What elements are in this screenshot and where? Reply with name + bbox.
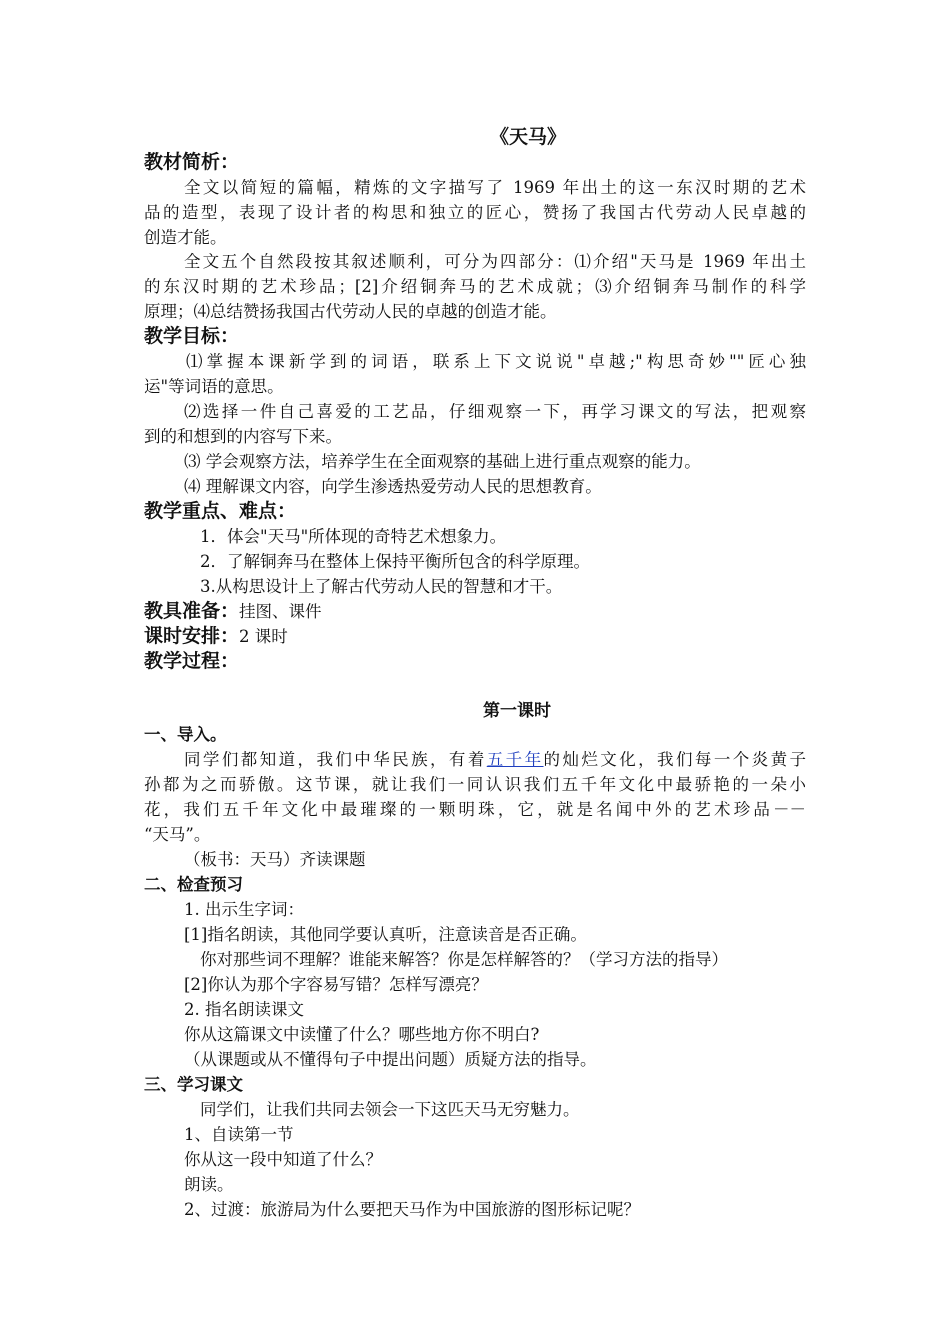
study-line: 你从这一段中知道了什么？ [184, 1150, 382, 1169]
goal-line: ⑵选择一件自己喜爱的工艺品，仔细观察一下，再学习课文的写法，把观察 [184, 402, 806, 421]
teaching-aids-label: 教具准备： [144, 600, 240, 622]
study-line: 2、过渡：旅游局为什么要把天马作为中国旅游的图形标记呢？ [184, 1200, 640, 1219]
intro-line: 同学们都知道，我们中华民族，有着五千年的灿烂文化，我们每一个炎黄子 [184, 750, 806, 769]
five-thousand-years-link[interactable]: 五千年 [486, 750, 544, 769]
part-heading-preview: 二、检查预习 [144, 875, 243, 894]
preview-line: [2]你认为那个字容易写错？怎样写漂亮？ [184, 975, 488, 994]
intro-line: （板书：天马）齐读课题 [184, 850, 366, 869]
intro-line: 孙都为之而骄傲。这节课，就让我们一同认识我们五千年文化中最骄艳的一朵小 [144, 775, 806, 794]
study-line: 同学们，让我们共同去领会一下这匹天马无穷魅力。 [200, 1100, 580, 1119]
paragraph-line: 品的造型，表现了设计者的构思和独立的匠心，赞扬了我国古代劳动人民卓越的 [144, 203, 806, 222]
goal-line: ⑴掌握本课新学到的词语，联系上下文说说"卓越;"构思奇妙""匠心独 [186, 352, 806, 371]
key-point-item: 1．体会"天马"所体现的奇特艺术想象力。 [200, 527, 507, 546]
section-heading-key-points: 教学重点、难点： [144, 500, 297, 522]
paragraph-line: 创造才能。 [144, 228, 227, 247]
schedule-row [144, 623, 816, 650]
part-heading-study: 三、学习课文 [144, 1075, 243, 1094]
teaching-aids-row [144, 598, 816, 625]
teaching-aids-value: 挂图、课件 [239, 602, 322, 621]
intro-line: 花，我们五千年文化中最璀璨的一颗明珠，它，就是名闻中外的艺术珍品－－ [144, 800, 806, 819]
intro-line: “天马”。 [144, 825, 211, 844]
schedule-value: 2 课时 [239, 627, 288, 646]
paragraph-line: 全文以简短的篇幅，精炼的文字描写了 1969 年出土的这一东汉时期的艺术 [184, 178, 806, 197]
preview-line: 你从这篇课文中读懂了什么？哪些地方你不明白? [184, 1025, 540, 1044]
preview-line: 你对那些词不理解？谁能来解答？你是怎样解答的？（学习方法的指导） [200, 950, 728, 969]
goal-line: 到的和想到的内容写下来。 [144, 427, 342, 446]
schedule-label: 课时安排： [144, 625, 240, 647]
page-title: 《天马》 [489, 126, 566, 148]
lesson-heading: 第一课时 [483, 701, 551, 721]
section-heading-process: 教学过程： [144, 650, 240, 672]
key-point-item: 3.从构思设计上了解古代劳动人民的智慧和才干。 [200, 577, 563, 596]
section-heading-analysis: 教材简析： [144, 151, 240, 173]
study-line: 1、自读第一节 [184, 1125, 294, 1144]
goal-line: 运"等词语的意思。 [144, 377, 284, 396]
study-line: 朗读。 [184, 1175, 234, 1194]
preview-line: [1]指名朗读，其他同学要认真听，注意读音是否正确。 [184, 925, 587, 944]
goal-line: ⑶ 学会观察方法，培养学生在全面观察的基础上进行重点观察的能力。 [184, 452, 701, 471]
paragraph-line: 的东汉时期的艺术珍品；[2]介绍铜奔马的艺术成就；⑶介绍铜奔马制作的科学 [144, 277, 806, 296]
paragraph-line: 全文五个自然段按其叙述顺利，可分为四部分：⑴介绍"天马是 1969 年出土 [184, 252, 806, 271]
key-point-item: 2．了解铜奔马在整体上保持平衡所包含的科学原理。 [200, 552, 590, 571]
preview-line: 2. 指名朗读课文 [184, 1000, 304, 1019]
preview-line: 1. 出示生字词： [184, 900, 304, 919]
preview-line: （从课题或从不懂得句子中提出问题）质疑方法的指导。 [184, 1050, 597, 1069]
section-heading-goals: 教学目标： [144, 325, 240, 347]
part-heading-intro: 一、导入。 [144, 725, 227, 744]
goal-line: ⑷ 理解课文内容，向学生渗透热爱劳动人民的思想教育。 [184, 477, 602, 496]
paragraph-line: 原理；⑷总结赞扬我国古代劳动人民的卓越的创造才能。 [144, 302, 557, 321]
